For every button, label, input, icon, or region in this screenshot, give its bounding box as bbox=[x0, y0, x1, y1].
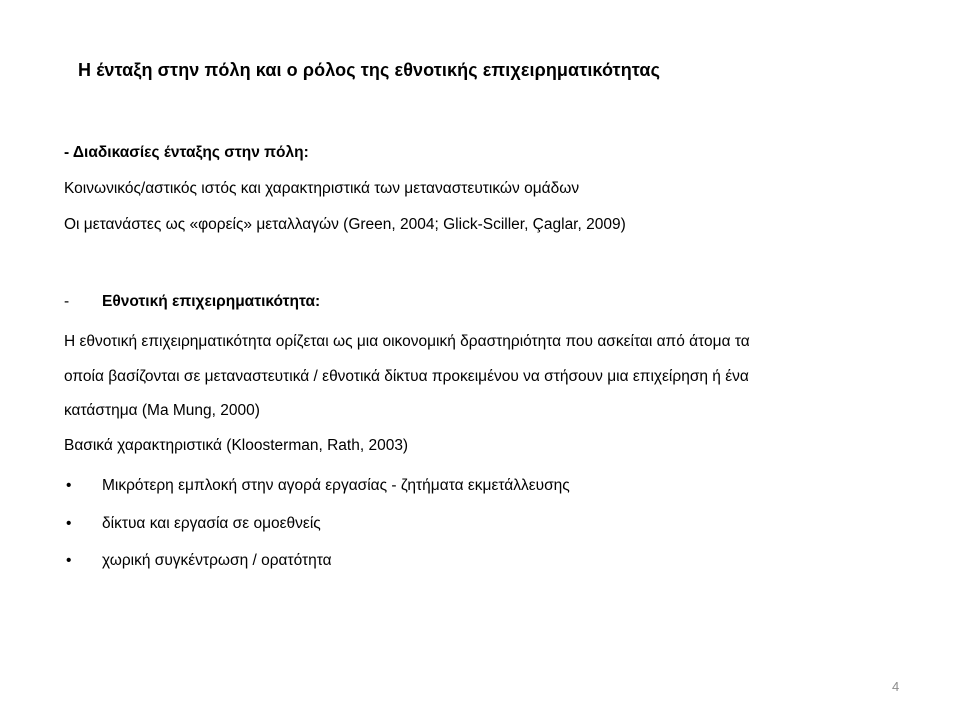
paragraph-line-3: κατάστημα (Ma Mung, 2000) bbox=[64, 402, 260, 419]
paragraph-line-1: Η εθνοτική επιχειρηματικότητα ορίζεται ως μια οικονομική δραστηριότητα που ασκείται από άτομα τα bbox=[64, 333, 750, 350]
characteristics-heading: Βασικά χαρακτηριστικά (Kloosterman, Rath, 2003) bbox=[64, 437, 409, 454]
section1-line-1: Κοινωνικός/αστικός ιστός και χαρακτηριστικά των μεταναστευτικών ομάδων bbox=[64, 180, 580, 197]
bullet-marker: • bbox=[66, 515, 72, 532]
paragraph-line-2: οποία βασίζονται σε μεταναστευτικά / εθνοτικά δίκτυα προκειμένου να στήσουν μια επιχείρηση ή ένα bbox=[64, 368, 749, 385]
bullet-text: δίκτυα και εργασία σε ομοεθνείς bbox=[102, 515, 321, 532]
slide-title: Η ένταξη στην πόλη και ο ρόλος της εθνοτικής επιχειρηματικότητας bbox=[78, 60, 661, 80]
section-heading-integration: - Διαδικασίες ένταξης στην πόλη: bbox=[64, 144, 309, 161]
bullet-text: Μικρότερη εμπλοκή στην αγορά εργασίας - ζητήματα εκμετάλλευσης bbox=[102, 477, 570, 494]
page-number: 4 bbox=[892, 679, 900, 694]
section1-line-2: Οι μετανάστες ως «φορείς» μεταλλαγών (Green, 2004; Glick-Sciller, Çaglar, 2009) bbox=[64, 216, 626, 233]
bullet-marker: • bbox=[66, 552, 72, 569]
section2-heading-text: Εθνοτική επιχειρηματικότητα: bbox=[102, 293, 321, 310]
bullet-marker: • bbox=[66, 477, 72, 494]
dash-marker: - bbox=[64, 293, 70, 310]
bullet-text: χωρική συγκέντρωση / ορατότητα bbox=[102, 552, 332, 569]
